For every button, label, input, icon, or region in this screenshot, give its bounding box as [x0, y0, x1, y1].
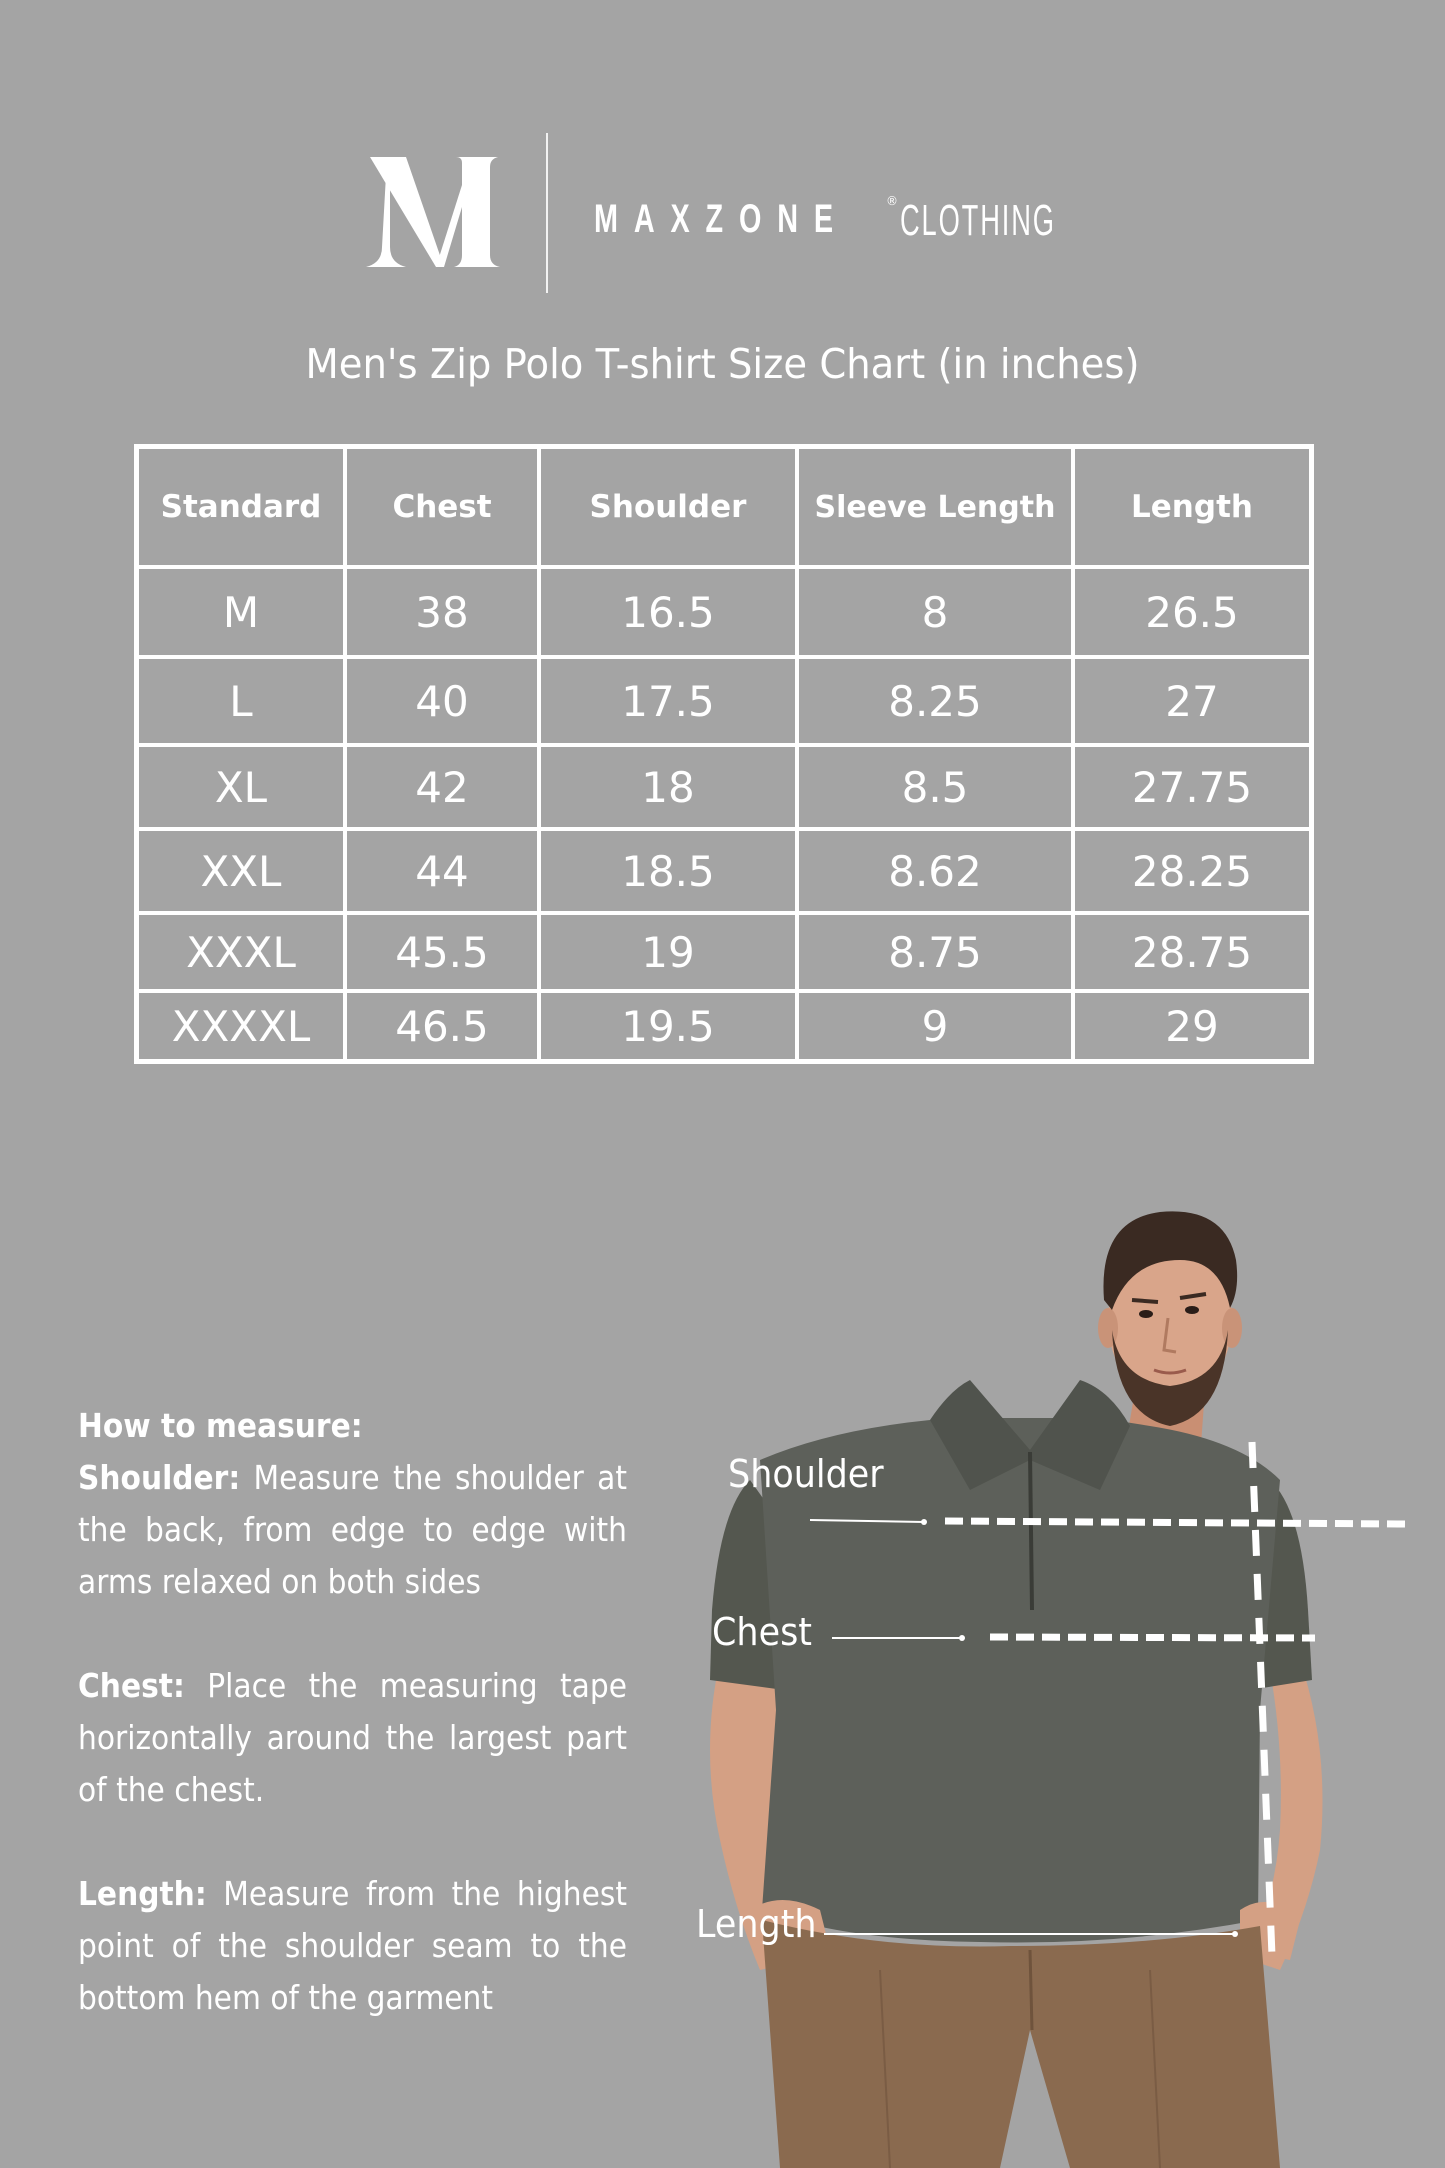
column-header-chest: Chest	[345, 447, 539, 568]
chest-label: Chest	[712, 1610, 813, 1654]
cell-chest: 40	[345, 657, 539, 745]
cell-length: 26.5	[1073, 567, 1312, 657]
model-illustration	[680, 1190, 1445, 2168]
table-row	[137, 745, 1312, 829]
logo-m-icon	[366, 155, 500, 271]
cell-length: 28.75	[1073, 913, 1312, 991]
shoulder-label: Shoulder	[728, 1452, 884, 1496]
shoulder-instruction-text: Measure the shoulder at the back, from edge to edge with arms relaxed on both sides	[78, 1458, 627, 1601]
cell-shoulder: 16.5	[539, 567, 797, 657]
page-title: Men's Zip Polo T-shirt Size Chart (in inches)	[305, 340, 1140, 388]
cell-length: 28.25	[1073, 829, 1312, 913]
column-header-shoulder: Shoulder	[539, 447, 797, 568]
cell-size: XXL	[137, 829, 346, 913]
cell-shoulder: 18.5	[539, 829, 797, 913]
chest-instruction-text: Place the measuring tape horizontally around the largest part of the chest.	[78, 1666, 627, 1809]
chest-instruction-label: Chest:	[78, 1666, 185, 1705]
cell-sleeve-length: 8	[797, 567, 1073, 657]
brand-suffix: CLOTHING	[900, 196, 1056, 245]
cell-size: M	[137, 567, 346, 657]
cell-length: 27.75	[1073, 745, 1312, 829]
cell-shoulder: 18	[539, 745, 797, 829]
cell-sleeve-length: 8.62	[797, 829, 1073, 913]
column-header-standard: Standard	[137, 447, 346, 568]
size-chart-table	[134, 444, 1314, 1064]
model-figure	[680, 1190, 1445, 2168]
logo-divider	[546, 133, 548, 293]
table-row	[137, 829, 1312, 913]
cell-chest: 46.5	[345, 991, 539, 1062]
brand-wordmark	[594, 194, 1056, 245]
length-label: Length	[696, 1902, 817, 1946]
cell-length: 27	[1073, 657, 1312, 745]
chest-instruction	[78, 1660, 627, 1816]
table-row	[137, 657, 1312, 745]
cell-sleeve-length: 9	[797, 991, 1073, 1062]
cell-chest: 38	[345, 567, 539, 657]
cell-sleeve-length: 8.5	[797, 745, 1073, 829]
registered-mark: ®	[886, 194, 898, 208]
column-header-length: Length	[1073, 447, 1312, 568]
cell-shoulder: 19	[539, 913, 797, 991]
length-instruction	[78, 1868, 627, 2024]
cell-size: XXXL	[137, 913, 346, 991]
how-to-measure-section	[78, 1400, 627, 2076]
table-header-row	[137, 447, 1312, 568]
shoulder-instruction-label: Shoulder:	[78, 1458, 241, 1497]
cell-chest: 45.5	[345, 913, 539, 991]
cell-size: XL	[137, 745, 346, 829]
cell-size: XXXXL	[137, 991, 346, 1062]
table-row	[137, 991, 1312, 1062]
cell-chest: 44	[345, 829, 539, 913]
length-instruction-text: Measure from the highest point of the shoulder seam to the bottom hem of the garment	[78, 1874, 627, 2017]
cell-shoulder: 19.5	[539, 991, 797, 1062]
table-row	[137, 913, 1312, 991]
shoulder-instruction	[78, 1452, 627, 1608]
column-header-sleeve-length: Sleeve Length	[797, 447, 1073, 568]
cell-chest: 42	[345, 745, 539, 829]
cell-shoulder: 17.5	[539, 657, 797, 745]
brand-name: MAXZONE	[594, 196, 849, 241]
how-to-measure-heading: How to measure:	[78, 1406, 363, 1445]
cell-length: 29	[1073, 991, 1312, 1062]
table-row	[137, 567, 1312, 657]
length-instruction-label: Length:	[78, 1874, 207, 1913]
cell-sleeve-length: 8.75	[797, 913, 1073, 991]
cell-size: L	[137, 657, 346, 745]
cell-sleeve-length: 8.25	[797, 657, 1073, 745]
